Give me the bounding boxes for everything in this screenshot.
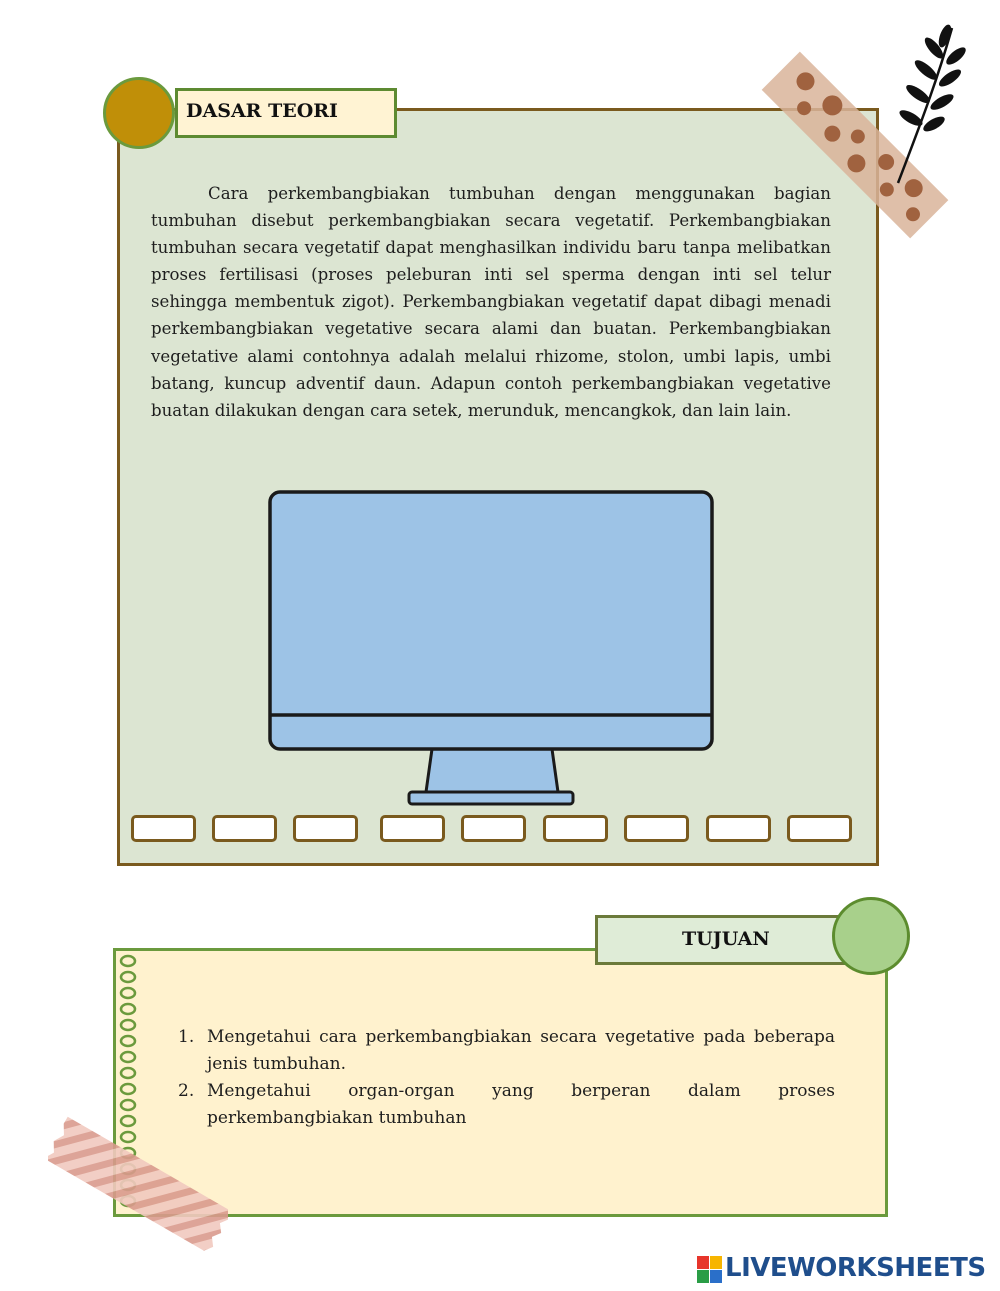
answer-box[interactable] (131, 815, 196, 842)
tujuan-title: TUJUAN (595, 915, 857, 965)
leaf-sprig-icon (890, 18, 970, 188)
dasar-teori-circle-decoration (103, 77, 175, 149)
computer-monitor-icon (266, 489, 716, 809)
answer-box[interactable] (380, 815, 445, 842)
list-item-number: 1. (178, 1027, 195, 1047)
list-item (175, 1024, 835, 1078)
answer-box[interactable] (461, 815, 526, 842)
list-item-text: Mengetahui cara perkembangbiakan secara vegetative pada beberapa jenis tumbuhan. (207, 1027, 835, 1074)
washi-tape-striped-decoration (48, 1110, 228, 1260)
liveworksheets-logo-icon (697, 1256, 723, 1286)
answer-box[interactable] (787, 815, 852, 842)
answer-box[interactable] (293, 815, 358, 842)
liveworksheets-logo-text: LIVEWORKSHEETS (725, 1253, 986, 1283)
dasar-teori-paragraph: Cara perkembangbiakan tumbuhan dengan menggunakan bagian tumbuhan disebut perkembangbiakan secara vegetatif. Perkembangbiakan tumbuhan secara vegetatif dapat menghasilkan individu baru tanpa melibatkan proses fertilisasi (proses peleburan inti sel sperma dengan inti sel telur sehingga membentuk zigot). Perkembangbiakan vegetatif dapat dibagi menadi perkembangbiakan vegetative secara alami dan buatan. Perkembangbiakan vegetative alami contohnya adalah melalui rhizome, stolon, umbi lapis, umbi batang, kuncup adventif daun. Adapun contoh perkembangbiakan vegetative buatan dilakukan dengan cara setek, merunduk, mencangkok, dan lain lain. (151, 184, 831, 420)
dasar-teori-title: DASAR TEORI (175, 88, 397, 138)
answer-box[interactable] (543, 815, 608, 842)
answer-box[interactable] (212, 815, 277, 842)
tujuan-list (175, 1024, 835, 1132)
list-item (175, 1078, 835, 1132)
list-item-text: Mengetahui organ-organ yang berperan dalam proses perkembangbiakan tumbuhan (207, 1081, 835, 1128)
list-item-number: 2. (178, 1081, 195, 1101)
answer-box[interactable] (624, 815, 689, 842)
answer-box[interactable] (706, 815, 771, 842)
tujuan-circle-decoration (832, 897, 910, 975)
